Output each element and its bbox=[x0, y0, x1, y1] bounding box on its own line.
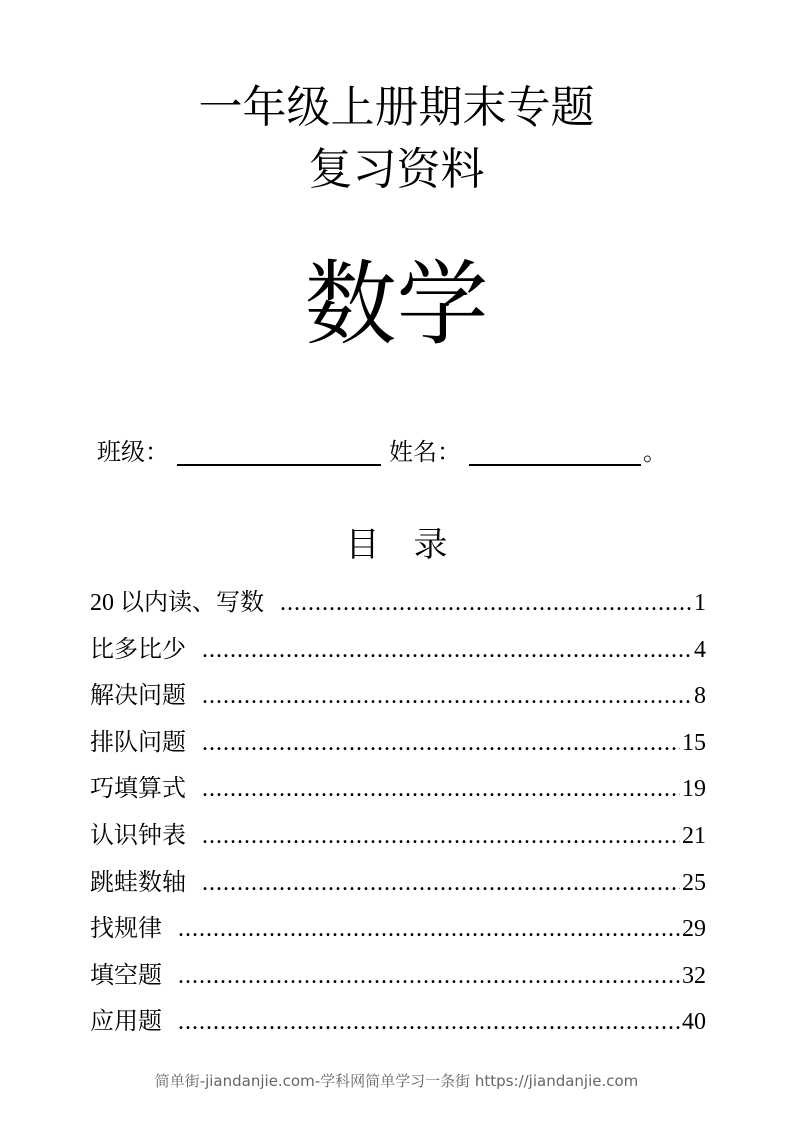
toc-leader-dots bbox=[178, 910, 680, 948]
toc-entry-page: 15 bbox=[682, 729, 706, 756]
end-mark: 。 bbox=[643, 438, 667, 466]
toc-leader-dots bbox=[178, 1003, 680, 1041]
table-of-contents bbox=[90, 584, 706, 1050]
subject-title: 数学 bbox=[304, 251, 489, 358]
toc-entry[interactable] bbox=[90, 631, 706, 678]
toc-leader-dots bbox=[202, 817, 680, 855]
toc-entry[interactable] bbox=[90, 910, 706, 957]
toc-entry-page: 21 bbox=[682, 822, 706, 849]
toc-entry-label: 解决问题 bbox=[90, 683, 186, 710]
toc-entry-page: 40 bbox=[682, 1009, 706, 1036]
toc-entry-page: 19 bbox=[682, 776, 706, 803]
toc-entry-label: 填空题 bbox=[90, 962, 162, 989]
toc-entry-page: 1 bbox=[694, 590, 706, 616]
toc-entry-page: 25 bbox=[682, 869, 706, 896]
title-line-1: 一年级上册期末专题 bbox=[198, 82, 595, 133]
toc-entry-page: 4 bbox=[694, 636, 706, 663]
toc-entry-label: 认识钟表 bbox=[90, 822, 186, 849]
toc-entry-label: 应用题 bbox=[90, 1009, 162, 1036]
name-label: 姓名： bbox=[389, 438, 461, 466]
student-info bbox=[97, 434, 667, 470]
toc-leader-dots bbox=[202, 631, 692, 669]
toc-leader-dots bbox=[202, 770, 680, 808]
footer-watermark: 简单街-jiandanjie.com-学科网简单学习一条街 https://jiandanjie.com bbox=[154, 1072, 639, 1090]
toc-leader-dots bbox=[178, 957, 680, 995]
toc-entry[interactable] bbox=[90, 817, 706, 864]
toc-entry-label: 排队问题 bbox=[90, 729, 186, 756]
toc-title: 目 录 bbox=[345, 525, 448, 565]
toc-entry[interactable] bbox=[90, 770, 706, 817]
toc-entry-label: 巧填算式 bbox=[90, 776, 186, 803]
toc-entry-label: 找规律 bbox=[90, 916, 162, 943]
toc-entry[interactable] bbox=[90, 724, 706, 771]
toc-entry-page: 29 bbox=[682, 916, 706, 943]
toc-entry-label: 比多比少 bbox=[90, 636, 186, 663]
title-line-2: 复习资料 bbox=[308, 144, 485, 195]
toc-leader-dots bbox=[202, 724, 680, 762]
toc-entry[interactable] bbox=[90, 1003, 706, 1050]
toc-leader-dots bbox=[280, 584, 692, 622]
toc-entry-page: 8 bbox=[694, 683, 706, 710]
toc-entry[interactable] bbox=[90, 584, 706, 631]
class-blank[interactable] bbox=[177, 438, 381, 466]
name-blank[interactable] bbox=[469, 438, 641, 466]
class-label: 班级： bbox=[97, 438, 169, 466]
toc-entry[interactable] bbox=[90, 677, 706, 724]
toc-leader-dots bbox=[202, 864, 680, 902]
toc-entry-label: 跳蛙数轴 bbox=[90, 869, 186, 896]
toc-entry[interactable] bbox=[90, 957, 706, 1004]
toc-entry-label: 20 以内读、写数 bbox=[90, 590, 264, 616]
toc-entry-page: 32 bbox=[682, 962, 706, 989]
toc-entry[interactable] bbox=[90, 864, 706, 911]
toc-leader-dots bbox=[202, 677, 692, 715]
